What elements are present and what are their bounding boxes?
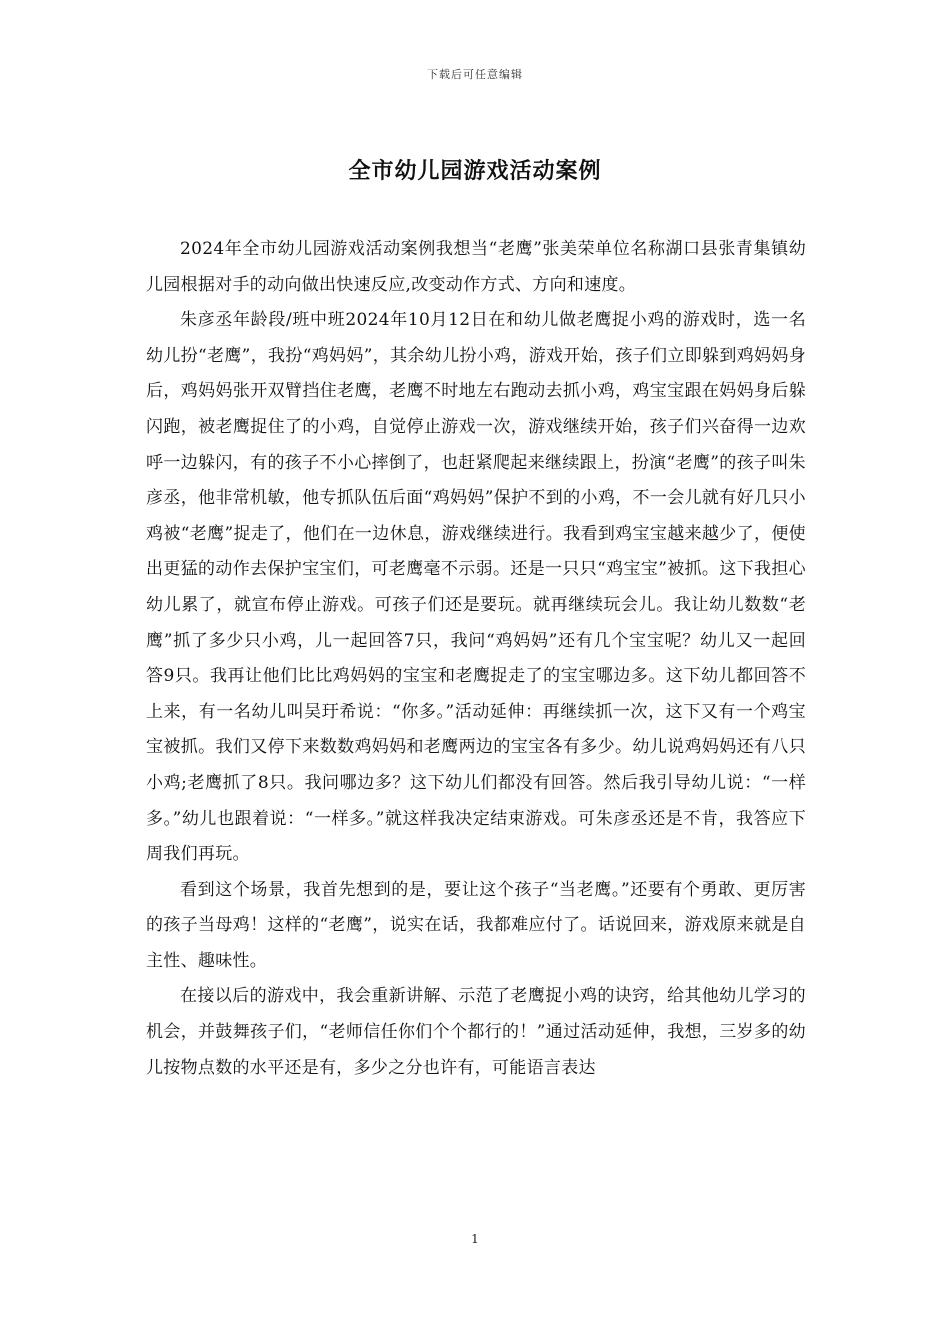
paragraph-activity: 朱彦丞年龄段/班中班2024年10月12日在和幼儿做老鹰捉小鸡的游戏时，选一名幼儿扮“老鹰”，我扮“鸡妈妈”，其余幼儿扮小鸡，游戏开始，孩子们立即躲到鸡妈妈身后，鸡妈妈张开双臂挡住老鹰，老鹰不时地左右跑动去抓小鸡，鸡宝宝跟在妈妈身后躲闪跑，被老鹰捉住了的小鸡，自觉停止游戏一次，游戏继续开始，孩子们兴奋得一边欢呼一边躲闪，有的孩子不小心摔倒了，也赶紧爬起来继续跟上，扮演“老鹰”的孩子叫朱彦丞，他非常机敏，他专抓队伍后面“鸡妈妈”保护不到的小鸡，不一会儿就有好几只小鸡被“老鹰”捉走了，他们在一边休息，游戏继续进行。我看到鸡宝宝越来越少了，便使出更猛的动作去保护宝宝们，可老鹰毫不示弱。还是一只只“鸡宝宝”被抓。这下我担心幼儿累了，就宣布停止游戏。可孩子们还是要玩。就再继续玩会儿。我让幼儿数数“老鹰”抓了多少只小鸡，儿一起回答7只，我问“鸡妈妈”还有几个宝宝呢？幼儿又一起回答9只。我再让他们比比鸡妈妈的宝宝和老鹰捉走了的宝宝哪边多。这下幼儿都回答不上来，有一名幼儿叫吴玗希说：“你多。”活动延伸：再继续抓一次，这下又有一个鸡宝宝被抓。我们又停下来数数鸡妈妈和老鹰两边的宝宝各有多少。幼儿说鸡妈妈还有八只小鸡;老鹰抓了8只。我问哪边多？这下幼儿们都没有回答。然后我引导幼儿说：“一样多。”幼儿也跟着说：“一样多。”就这样我决定结束游戏。可朱彦丞还是不肯，我答应下周我们再玩。	[146, 310, 806, 865]
paragraph-intro: 2024年全市幼儿园游戏活动案例我想当“老鹰”张美荣单位名称湖口县张青集镇幼儿园根据对手的动向做出快速反应,改变动作方式、方向和速度。	[146, 239, 806, 295]
paragraph-followup: 在接以后的游戏中，我会重新讲解、示范了老鹰捉小鸡的诀窍，给其他幼儿学习的机会，并鼓舞孩子们，“老师信任你们个个都行的！”通过活动延伸，我想，三岁多的幼儿按物点数的水平还是有，多少之分也许有，可能语言表达	[146, 986, 806, 1078]
header-note: 下载后可任意编辑	[427, 68, 523, 81]
document-body	[146, 232, 806, 1086]
document-title: 全市幼儿园游戏活动案例	[348, 159, 602, 184]
page-number: 1	[471, 1232, 479, 1246]
paragraph-reflection: 看到这个场景，我首先想到的是，要让这个孩子“当老鹰。”还要有个勇敢、更厉害的孩子当母鸡！这样的“老鹰”，说实在话，我都难应付了。话说回来，游戏原来就是自主性、趣味性。	[146, 879, 806, 971]
